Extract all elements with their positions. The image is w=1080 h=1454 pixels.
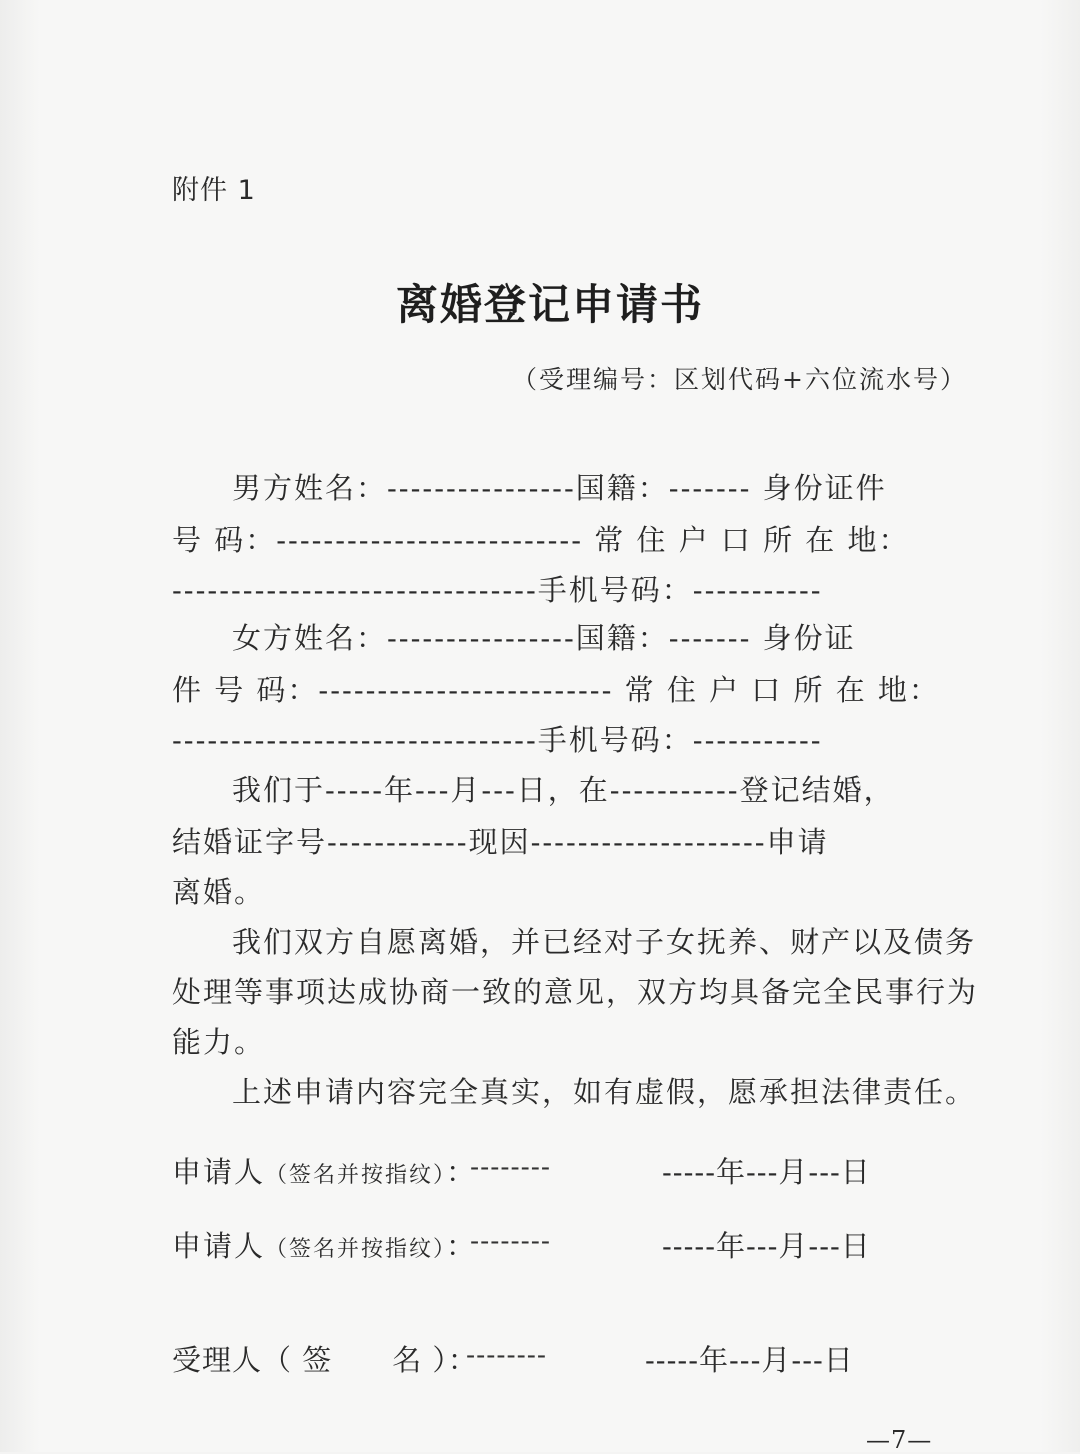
- female-name-line: 女方姓名：----------------国籍：------- 身份证: [232, 621, 856, 655]
- applicant-1-signature-row: [172, 1150, 477, 1191]
- applicant-1-label: 申请人: [172, 1155, 266, 1189]
- applicant-1-signature-field[interactable]: --------: [470, 1152, 551, 1183]
- applicant-1-date-field[interactable]: -----年---月---日: [662, 1155, 871, 1189]
- male-phone-line: -------------------------------手机号码：-----------: [172, 573, 823, 607]
- marriage-cert-line: 结婚证字号------------现因--------------------申请: [172, 825, 829, 859]
- reference-number-note: （受理编号：区划代码+六位流水号）: [512, 365, 967, 394]
- male-name-line: 男方姓名：----------------国籍：------- 身份证件: [232, 471, 887, 505]
- applicant-1-colon: ：: [446, 1155, 478, 1189]
- applicant-2-note: （签名并按指纹）: [265, 1237, 447, 1262]
- female-id-line: 件 号 码：------------------------- 常 住 户 口 所 在 地：: [172, 673, 940, 707]
- receiver-label: 受理人（ 签 名 ）：: [172, 1343, 478, 1377]
- applicant-2-date-field[interactable]: -----年---月---日: [662, 1229, 871, 1263]
- marriage-end-line: 离婚。: [172, 875, 266, 909]
- page-number: —7—: [866, 1426, 933, 1454]
- receiver-signature-field[interactable]: --------: [466, 1340, 547, 1371]
- applicant-2-colon: ：: [446, 1229, 478, 1263]
- applicant-1-note: （签名并按指纹）: [265, 1163, 447, 1188]
- agreement-line-1: 我们双方自愿离婚，并已经对子女抚养、财产以及债务: [232, 925, 977, 959]
- agreement-line-2: 处理等事项达成协商一致的意见，双方均具备完全民事行为: [172, 975, 979, 1009]
- agreement-line-3: 能力。: [172, 1025, 266, 1059]
- receiver-date-field[interactable]: -----年---月---日: [645, 1343, 854, 1377]
- declaration-line: 上述申请内容完全真实，如有虚假，愿承担法律责任。: [232, 1075, 977, 1109]
- female-phone-line: -------------------------------手机号码：-----------: [172, 723, 823, 757]
- male-id-line: 号 码：-------------------------- 常 住 户 口 所 在 地：: [172, 523, 910, 557]
- marriage-date-line: 我们于-----年---月---日，在-----------登记结婚，: [232, 773, 895, 807]
- attachment-label: 附件 1: [172, 175, 256, 206]
- document-title: 离婚登记申请书: [395, 280, 704, 329]
- applicant-2-signature-field[interactable]: --------: [470, 1226, 551, 1257]
- applicant-2-signature-row: [172, 1224, 477, 1265]
- applicant-2-label: 申请人: [172, 1229, 266, 1263]
